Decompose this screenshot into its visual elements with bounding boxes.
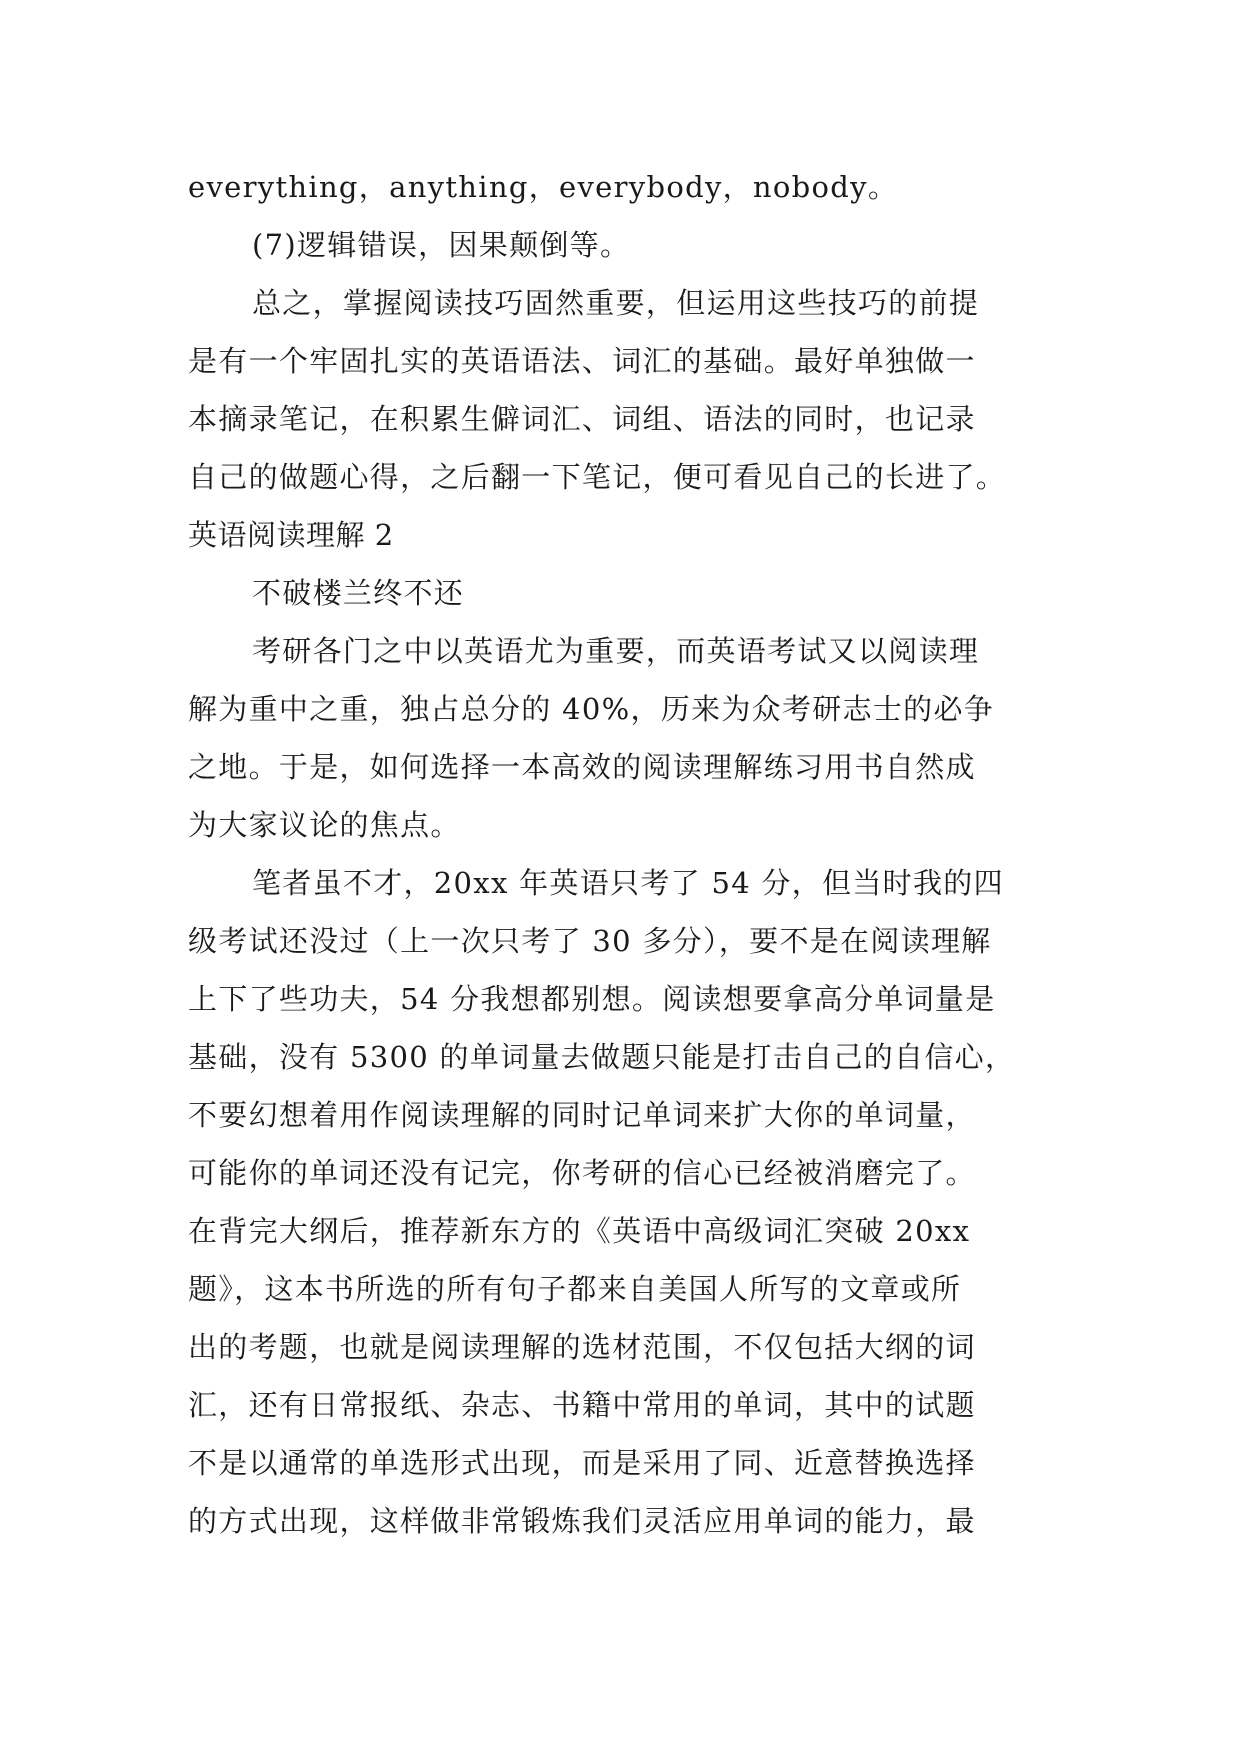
paragraph-line: 解为重中之重，独占总分的 40%，历来为众考研志士的必争 bbox=[188, 692, 995, 726]
paragraph-line: 级考试还没过（上一次只考了 30 多分），要不是在阅读理解 bbox=[188, 924, 992, 958]
document-page bbox=[188, 158, 1058, 1550]
paragraph-line: 总之，掌握阅读技巧固然重要，但运用这些技巧的前提 bbox=[252, 286, 980, 320]
paragraph-line: 考研各门之中以英语尤为重要，而英语考试又以阅读理 bbox=[252, 634, 980, 668]
paragraph-line: 自己的做题心得，之后翻一下笔记，便可看见自己的长进了。 bbox=[188, 460, 1007, 494]
paragraph-line: 在背完大纲后，推荐新东方的《英语中高级词汇突破 20xx bbox=[188, 1214, 971, 1248]
paragraph-line: 上下了些功夫，54 分我想都别想。阅读想要拿高分单词量是 bbox=[188, 982, 996, 1016]
paragraph-line: 的方式出现，这样做非常锻炼我们灵活应用单词的能力，最 bbox=[188, 1504, 976, 1538]
paragraph-5 bbox=[188, 854, 1058, 1550]
paragraph-line: 为大家议论的焦点。 bbox=[188, 808, 461, 842]
paragraph-line: 不是以通常的单选形式出现，而是采用了同、近意替换选择 bbox=[188, 1446, 976, 1480]
subtitle: 不破楼兰终不还 bbox=[252, 576, 465, 610]
section-title: 英语阅读理解 2 bbox=[188, 518, 394, 552]
paragraph-4 bbox=[188, 622, 1058, 854]
paragraph-line: 笔者虽不才，20xx 年英语只考了 54 分，但当时我的四 bbox=[252, 866, 1004, 900]
paragraph-line: 题》，这本书所选的所有句子都来自美国人所写的文章或所 bbox=[188, 1272, 962, 1306]
paragraph-line: 基础，没有 5300 的单词量去做题只能是打击自己的自信心， bbox=[188, 1040, 1016, 1074]
paragraph-line: 汇，还有日常报纸、杂志、书籍中常用的单词，其中的试题 bbox=[188, 1388, 976, 1422]
paragraph-line: 之地。于是，如何选择一本高效的阅读理解练习用书自然成 bbox=[188, 750, 976, 784]
paragraph-line: 不要幻想着用作阅读理解的同时记单词来扩大你的单词量， bbox=[188, 1098, 976, 1132]
paragraph-1 bbox=[188, 158, 1058, 216]
paragraph-line: 是有一个牢固扎实的英语语法、词汇的基础。最好单独做一 bbox=[188, 344, 976, 378]
paragraph-2 bbox=[188, 216, 1058, 274]
paragraph-line: (7)逻辑错误，因果颠倒等。 bbox=[252, 228, 631, 262]
paragraph-3 bbox=[188, 274, 1058, 506]
paragraph-line: 出的考题，也就是阅读理解的选材范围，不仅包括大纲的词 bbox=[188, 1330, 976, 1364]
paragraph-line: 本摘录笔记，在积累生僻词汇、词组、语法的同时，也记录 bbox=[188, 402, 976, 436]
paragraph-line: 可能你的单词还没有记完，你考研的信心已经被消磨完了。 bbox=[188, 1156, 976, 1190]
paragraph-line: everything，anything，everybody，nobody。 bbox=[188, 170, 899, 204]
